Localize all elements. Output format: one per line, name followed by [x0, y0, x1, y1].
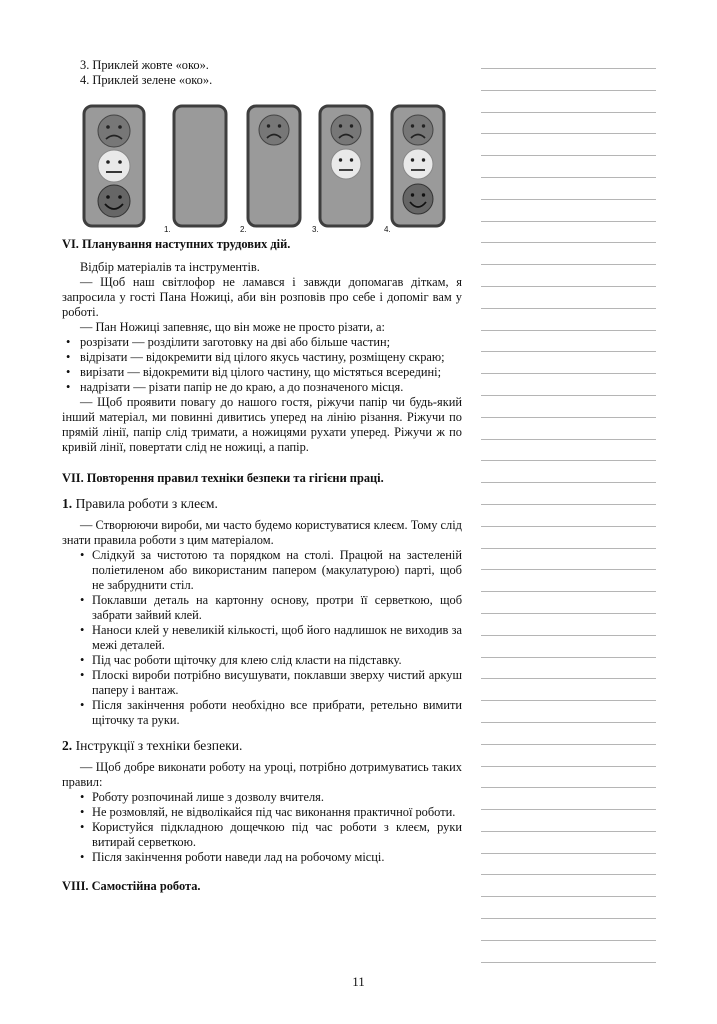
scissors-actions-list [62, 335, 462, 395]
ruled-line [481, 286, 656, 287]
caption-3: 3. [312, 225, 319, 234]
ruled-line [481, 678, 656, 679]
ruled-line [481, 373, 656, 374]
ruled-line [481, 330, 656, 331]
sad-face-icon [331, 115, 361, 145]
section-6-p2: — Щоб наш світлофор не ламався і завжди допомагав діткам, я запросила у гості Пана Ножиці, аби він розповів про себе і допоміг вам у роботі. [62, 275, 462, 319]
notes-ruled-lines [481, 68, 656, 983]
list-item: • вирізати — відокремити від цілого частину, що містяться всередині; [62, 365, 462, 380]
section-6-p4: — Щоб проявити повагу до нашого гостя, ріжучи папір чи будь-який інший матеріал, ми повинні дивитись уперед на лінію різання. Ріжучи по прямій лінії, папір слід тримати, а ножицями рухати уперед. Ріжучи ж по кривій лінії, повертати слід не ножиці, а папір. [62, 395, 462, 454]
sad-face-icon [403, 115, 433, 145]
caption-1: 1. [164, 225, 171, 234]
neutral-face-icon [98, 150, 130, 182]
ruled-line [481, 90, 656, 91]
ruled-line [481, 853, 656, 854]
subsection-2-label: Інструкції з техніки безпеки. [75, 738, 243, 753]
section-6-p1: Відбір матеріалів та інструментів. [80, 260, 260, 274]
happy-face-icon [403, 184, 433, 214]
ruled-line [481, 918, 656, 919]
list-item: • Наноси клей у невеликій кількості, щоб його надлишок не виходив за межі деталей. [62, 623, 462, 653]
ruled-line [481, 199, 656, 200]
list-item: • Поклавши деталь на картонну основу, протри її серветкою, щоб забрати зайвий клей. [62, 593, 462, 623]
traffic-light-step-1-icon [172, 104, 228, 228]
ruled-line [481, 460, 656, 461]
ruled-line [481, 351, 656, 352]
neutral-face-icon [331, 149, 361, 179]
list-item: • Під час роботи щіточку для клею слід класти на підставку. [62, 653, 462, 668]
subsection-2-number: 2. [62, 738, 73, 753]
ruled-line [481, 657, 656, 658]
list-item: • Після закінчення роботи наведи лад на робочому місці. [62, 850, 462, 865]
step-3: 3. Приклей жовте «око». [80, 58, 209, 72]
ruled-line [481, 133, 656, 134]
happy-face-icon [98, 185, 130, 217]
caption-2: 2. [240, 225, 247, 234]
caption-4: 4. [384, 225, 391, 234]
traffic-light-complete-icon [82, 104, 146, 228]
list-item: • відрізати — відокремити від цілого якусь частину, розміщену скраю; [62, 350, 462, 365]
ruled-line [481, 874, 656, 875]
ruled-line [481, 613, 656, 614]
ruled-line [481, 112, 656, 113]
sad-face-icon [259, 115, 289, 145]
ruled-line [481, 962, 656, 963]
list-item: • Роботу розпочинай лише з дозволу вчителя. [62, 790, 462, 805]
safety-rules-list [62, 790, 462, 865]
section-7-heading: VII. Повторення правил техніки безпеки та гігієни праці. [62, 471, 384, 485]
section-6-heading: VI. Планування наступних трудових дій. [62, 237, 291, 251]
ruled-line [481, 242, 656, 243]
subsection-1-label: Правила роботи з клеєм. [75, 496, 218, 511]
step-4: 4. Приклей зелене «око». [80, 73, 213, 87]
glue-rules-list [62, 548, 462, 728]
ruled-line [481, 809, 656, 810]
list-item: • надрізати — різати папір не до краю, а до позначеного місця. [62, 380, 462, 395]
list-item: • Плоскі вироби потрібно висушувати, поклавши зверху чистий аркуш паперу і вантаж. [62, 668, 462, 698]
ruled-line [481, 395, 656, 396]
ruled-line [481, 177, 656, 178]
main-text [62, 58, 462, 902]
ruled-line [481, 417, 656, 418]
neutral-face-icon [403, 149, 433, 179]
ruled-line [481, 896, 656, 897]
list-item: • Після закінчення роботи необхідно все прибрати, ретельно вимити щіточку та руки. [62, 698, 462, 728]
page-number: 11 [352, 974, 365, 989]
section-7-p1: — Створюючи вироби, ми часто будемо користуватися клеєм. Тому слід знати правила роботи з цим матеріалом. [62, 518, 462, 547]
subsection-1-title [62, 496, 462, 511]
ruled-line [481, 308, 656, 309]
ruled-line [481, 831, 656, 832]
ruled-line [481, 591, 656, 592]
ruled-line [481, 526, 656, 527]
traffic-light-step-4-icon [390, 104, 446, 228]
ruled-line [481, 569, 656, 570]
traffic-light-step-2-icon [246, 104, 302, 228]
ruled-line [481, 700, 656, 701]
ruled-line [481, 264, 656, 265]
ruled-line [481, 439, 656, 440]
section-8-heading: VIII. Самостійна робота. [62, 879, 201, 893]
subsection-2-title [62, 738, 462, 753]
ruled-line [481, 940, 656, 941]
ruled-line [481, 68, 656, 69]
ruled-line [481, 722, 656, 723]
traffic-light-figure [62, 104, 462, 232]
ruled-line [481, 221, 656, 222]
list-item: • розрізати — розділити заготовку на дві або більше частин; [62, 335, 462, 350]
subsection-1-number: 1. [62, 496, 73, 511]
ruled-line [481, 635, 656, 636]
section-6-p3: — Пан Ножиці запевняє, що він може не просто різати, а: [80, 320, 385, 334]
ruled-line [481, 766, 656, 767]
section-7-p2: — Щоб добре виконати роботу на уроці, потрібно дотримуватись таких правил: [62, 760, 462, 789]
list-item: • Слідкуй за чистотою та порядком на столі. Працюй на застеленій поліетиленом або використаним папером (макулатурою) парті, щоб не забруднити стіл. [62, 548, 462, 593]
ruled-line [481, 744, 656, 745]
ruled-line [481, 787, 656, 788]
sad-face-icon [98, 115, 130, 147]
ruled-line [481, 548, 656, 549]
ruled-line [481, 482, 656, 483]
list-item: • Не розмовляй, не відволікайся під час виконання практичної роботи. [62, 805, 462, 820]
ruled-line [481, 155, 656, 156]
traffic-light-step-3-icon [318, 104, 374, 228]
list-item: • Користуйся підкладною дощечкою під час роботи з клеєм, руки витирай серветкою. [62, 820, 462, 850]
ruled-line [481, 504, 656, 505]
